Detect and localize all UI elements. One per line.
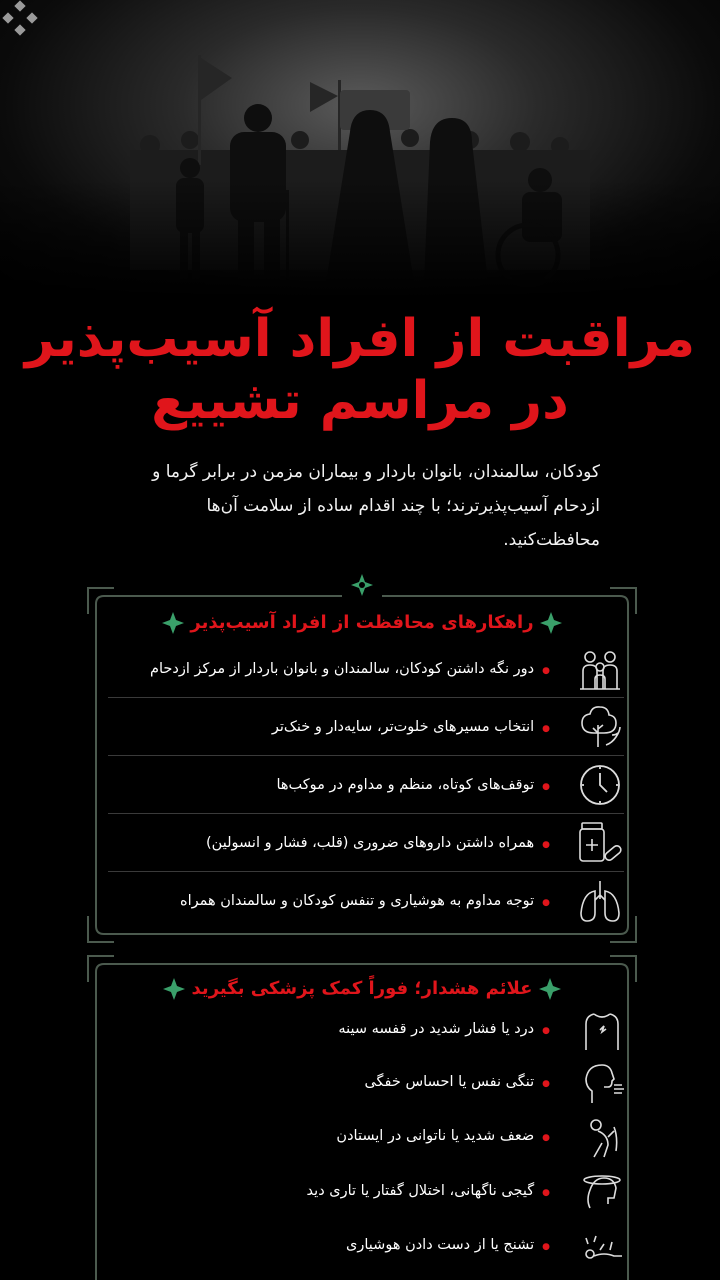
list-item: [108, 1111, 624, 1161]
title-line-1: مراقبت از افراد آسیب‌پذیر: [24, 309, 696, 369]
seizure-icon: [580, 1224, 624, 1268]
chest-pain-icon: [580, 1008, 624, 1052]
warning-panel: [84, 952, 640, 1280]
list-item: [108, 756, 624, 814]
warning-item-1: ● درد یا فشار شدید در قفسه سینه: [338, 1004, 550, 1054]
logo-icon: [0, 0, 40, 40]
list-item: [108, 698, 624, 756]
protection-item-4: ● همراه داشتن داروهای ضروری (قلب، فشار و انسولین): [206, 814, 550, 872]
breathing-icon: [580, 1061, 624, 1105]
ornament-icon: [540, 612, 562, 634]
crowd-illustration: [0, 0, 720, 300]
ornament-icon: [162, 612, 184, 634]
weakness-icon: [580, 1115, 624, 1159]
title-line-2: در مراسم تشییع: [151, 371, 569, 431]
warning-item-2: ● تنگی نفس یا احساس خفگی: [364, 1057, 550, 1107]
intro-text: کودکان، سالمندان، بانوان باردار و بیماران مزمن در برابر گرما و ازدحام آسیب‌پذیرترند؛ با چند اقدام ساده از سلامت آن‌ها محافظت‌کنید.: [152, 462, 600, 550]
protection-title-wrap: [84, 612, 640, 634]
list-item: [108, 1057, 624, 1107]
warning-item-4: ● گیجی ناگهانی، اختلال گفتار یا تاری دید: [307, 1166, 550, 1216]
lungs-icon: [576, 877, 624, 925]
hero-image: [0, 0, 720, 300]
page-title: [0, 308, 720, 432]
warning-item-5: ● تشنج یا از دست دادن هوشیاری: [346, 1220, 550, 1270]
dizziness-icon: [580, 1170, 624, 1214]
family-icon: [576, 645, 624, 693]
protection-item-1: ● دور نگه داشتن کودکان، سالمندان و بانوان باردار از مرکز ازدحام: [150, 640, 550, 698]
list-item: [108, 814, 624, 872]
medicine-icon: [576, 819, 624, 867]
protection-title: راهکارهای محافظت از افراد آسیب‌پذیر: [190, 612, 534, 633]
warning-title: علائم هشدار؛ فوراً کمک پزشکی بگیرید: [191, 978, 533, 999]
ornament-icon: [163, 978, 185, 1000]
list-item: [108, 1166, 624, 1216]
list-item: [108, 872, 624, 930]
ornament-icon: [539, 978, 561, 1000]
list-item: [108, 1004, 624, 1054]
clock-icon: [576, 761, 624, 809]
tree-icon: [576, 703, 624, 751]
protection-item-5: ● توجه مداوم به هوشیاری و تنفس کودکان و سالمندان همراه: [180, 872, 550, 930]
list-item: [108, 1220, 624, 1270]
protection-panel: [84, 584, 640, 946]
warning-title-wrap: [84, 978, 640, 1000]
protection-item-2: ● انتخاب مسیرهای خلوت‌تر، سایه‌دار و خنک‌تر: [272, 698, 550, 756]
protection-item-3: ● توقف‌های کوتاه، منظم و مداوم در موکب‌ها: [276, 756, 550, 814]
warning-item-3: ● ضعف شدید یا ناتوانی در ایستادن: [336, 1111, 550, 1161]
list-item: [108, 640, 624, 698]
ornament-icon: [351, 574, 373, 596]
